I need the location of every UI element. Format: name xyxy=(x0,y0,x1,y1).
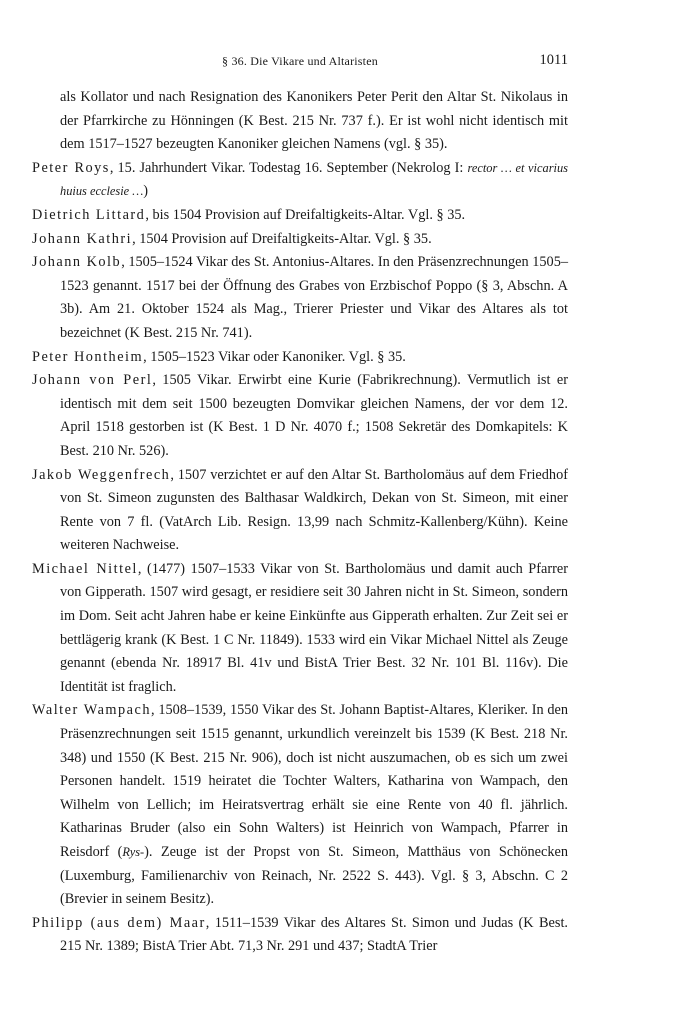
entry-text: , 1508–1539, 1550 Vikar des St. Johann Baptist-Altares, Kleriker. In den Präsenzrechnungen seit 1515 genannt, urkundlich vereinzelt bis 1539 (K Best. 218 Nr. 348) und 1550 (K Best. 215 Nr. 906), doch ist nicht auszumachen, ob es sich um zwei Personen handelt. 1519 heiratet die Tochter Walters, Katharina von Wampach, den Wilhelm von Lellich; im Heiratsvertrag erhält sie eine Rente von 40 fl. jährlich. Katharinas Bruder (also ein Sohn Walters) ist Heinrich von Wampach, Pfarrer in Reisdorf ( xyxy=(60,702,568,860)
person-name: Walter Wampach xyxy=(32,702,152,719)
person-name: Johann Kolb xyxy=(32,254,122,271)
entry-dietrich-littard xyxy=(32,204,568,228)
entry-italic-place: Rys- xyxy=(122,845,145,859)
person-name: Philipp (aus dem) Maar xyxy=(32,914,206,931)
entry-text: , 1505–1524 Vikar des St. Antonius-Altares. In den Präsenzrechnungen 1505–1523 genannt. 1517 bei der Öffnung des Grabes von Erzbischof Poppo (§ 3, Abschn. A 3b). Am 21. Oktober 1524 als Mag., Trierer Priester und Vikar des Altares als tot bezeichnet (K Best. 215 Nr. 741). xyxy=(60,254,568,341)
person-name: Peter Roys xyxy=(32,159,110,176)
entry-tail: ) xyxy=(143,183,149,200)
person-name: Michael Nittel xyxy=(32,560,138,577)
entry-text: , 15. Jahrhundert Vikar. Todestag 16. September (Nekrolog I: xyxy=(109,159,468,176)
entry-text: , 1505 Vikar. Erwirbt eine Kurie (Fabrikrechnung). Vermutlich ist er identisch mit dem seit 1500 bezeugten Domvikar gleichen Namens, der vor dem 12. April 1518 gestorben ist (K Best. 1 D Nr. 4070 f.; 1508 Sekretär des Domkapitels: K Best. 210 Nr. 526). xyxy=(60,372,568,459)
person-name: Peter Hontheim xyxy=(32,348,144,365)
entry-text: , (1477) 1507–1533 Vikar von St. Bartholomäus und damit auch Pfarrer von Gipperath. 1507 wird gesagt, er residiere seit 30 Jahren nicht in St. Simeon, sondern im Dom. Seit acht Jahren habe er keine Einkünfte aus Gipperath erhalten. Zur Zeit sei er bettlägerig krank (K Best. 1 C Nr. 11849). 1533 wird ein Vikar Michael Nittel als Zeuge genannt (ebenda Nr. 18917 Bl. 41v und BistA Trier Best. 32 Nr. 101 Bl. 116v). Die Identität ist fraglich. xyxy=(60,560,568,695)
running-head: § 36. Die Vikare und Altaristen xyxy=(222,54,378,68)
entry-text: , 1505–1523 Vikar oder Kanoniker. Vgl. § 35. xyxy=(143,348,406,365)
entry-text: , 1504 Provision auf Dreifaltigkeits-Altar. Vgl. § 35. xyxy=(132,230,432,247)
person-name: Johann von Perl xyxy=(32,372,153,389)
entry-tail: ). Zeuge ist der Propst von St. Simeon, Matthäus von Schönecken (Luxemburg, Familienarchiv von Reinach, Nr. 2522 S. 443). Vgl. § 3, Abschn. C 2 (Brevier in seinem Besitz). xyxy=(60,844,568,908)
person-name: Johann Kathri xyxy=(32,230,133,247)
entry-michael-nittel xyxy=(32,558,568,700)
page-header xyxy=(32,52,568,72)
page-number: 1011 xyxy=(539,52,568,68)
person-name: Jakob Weggenfrech xyxy=(32,466,171,483)
entry-text: , 1507 verzichtet er auf den Altar St. Bartholomäus auf dem Friedhof von St. Simeon zugunsten des Balthasar Waldkirch, Dekan von St. Simeon, mit einer Rente von 7 fl. (VatArch Lib. Resign. 13,99 nach Schmitz-Kallenberg/Kühn). Keine weiteren Nachweise. xyxy=(60,466,568,554)
entry-jakob-weggenfrech xyxy=(32,464,568,558)
entry-peter-hontheim xyxy=(32,346,568,370)
entry-johann-kathri xyxy=(32,228,568,252)
entry-continuation xyxy=(32,86,568,157)
entry-peter-roys xyxy=(32,157,568,204)
entry-philipp-maar xyxy=(32,912,568,959)
entry-text: , 1511–1539 Vikar des Altares St. Simon und Judas (K Best. 215 Nr. 1389; BistA Trier Abt. 71,3 Nr. 291 und 437; StadtA Trier xyxy=(60,914,568,955)
entry-italic-quote: rector … et vicarius huius ecclesie … xyxy=(60,160,568,199)
entry-text: , bis 1504 Provision auf Dreifaltigkeits-Altar. Vgl. § 35. xyxy=(145,206,466,223)
person-name: Dietrich Littard xyxy=(32,206,146,223)
body-text xyxy=(32,86,568,959)
entry-johann-kolb xyxy=(32,251,568,345)
entry-text: als Kollator und nach Resignation des Kanonikers Peter Perit den Altar St. Nikolaus in der Pfarrkirche zu Hönningen (K Best. 215 Nr. 737 f.). Er ist wohl nicht identisch mit dem 1517–1527 bezeugten Kanoniker gleichen Namens (vgl. § 35). xyxy=(60,89,568,153)
entry-johann-von-perl xyxy=(32,369,568,463)
entry-walter-wampach xyxy=(32,699,568,911)
